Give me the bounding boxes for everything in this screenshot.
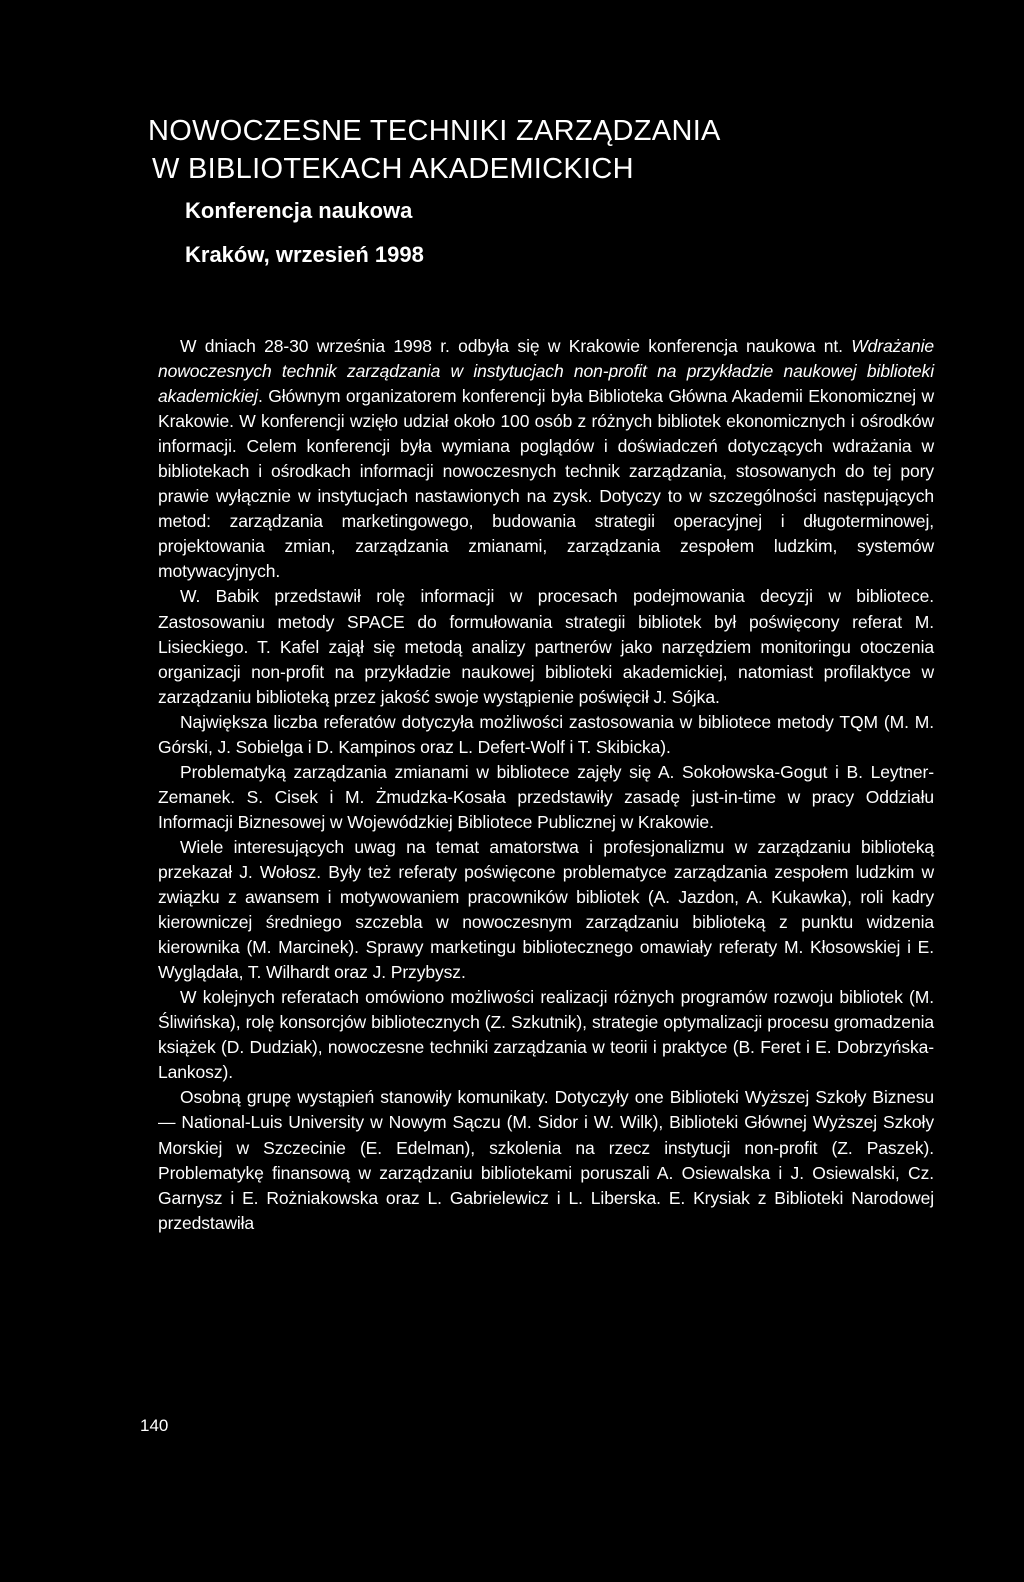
paragraph-7: Osobną grupę wystąpień stanowiły komunikaty. Dotyczyły one Biblioteki Wyższej Szkoły Biznesu — National-Luis University w Nowym Sączu (M. Sidor i W. Wilk), Biblioteki Głównej Wyższej Szkoły Morskiej w Szczecinie (E. Edelman), szkolenia na rzecz instytucji non-profit (Z. Paszek). Problematykę finansową w zarządzaniu bibliotekami poruszali A. Osiewalska i J. Osiewalski, Cz. Garnysz i E. Rożniakowska oraz L. Gabrielewicz i L. Liberska. E. Krysiak z Biblioteki Narodowej przedstawiła xyxy=(158,1087,934,1233)
conference-topic: Wdrażanie nowoczesnych technik zarządzania w instytucjach non-profit na przykładzie naukowej biblioteki akademickiej xyxy=(158,336,934,407)
paragraph-4: Problematyką zarządzania zmianami w bibliotece zajęły się A. Sokołowska-Gogut i B. Leytner-Zemanek. S. Cisek i M. Żmudzka-Kosała przedstawiły zasadę just-in-time w pracy Oddziału Informacji Biznesowej w Wojewódzkiej Bibliotece Publicznej w Krakowie. xyxy=(158,761,934,832)
conference-subtitle: Konferencja naukowa xyxy=(185,198,413,223)
paragraph-6: W kolejnych referatach omówiono możliwości realizacji różnych programów rozwoju bibliotek (M. Śliwińska), rolę konsorcjów bibliotecznych (Z. Szkutnik), strategie optymalizacji procesu gromadzenia książek (D. Dudziak), nowoczesne techniki zarządzania w teorii i praktyce (B. Feret i E. Dobrzyńska-Lankosz). xyxy=(158,987,934,1083)
title-line-2: W BIBLIOTEKACH AKADEMICKICH xyxy=(152,153,634,185)
paragraph-3: Największa liczba referatów dotyczyła możliwości zastosowania w bibliotece metody TQM (M. M. Górski, J. Sobielga i D. Kampinos oraz L. Defert-Wolf i T. Skibicka). xyxy=(158,711,934,757)
paragraph-2: W. Babik przedstawił rolę informacji w procesach podejmowania decyzji w bibliotece. Zastosowaniu metody SPACE do formułowania strategii bibliotek był poświęcony referat M. Lisieckiego. T. Kafel zajął się metodą analizy partnerów jako narzędziem monitoringu otoczenia organizacji non-profit na przykładzie naukowej biblioteki akademickiej, natomiast profilaktyce w zarządzaniu biblioteką przez jakość swoje wystąpienie poświęcił J. Sójka. xyxy=(158,586,934,707)
paragraph-1-intro: W dniach 28-30 września 1998 r. odbyła się w Krakowie konferencja naukowa nt. xyxy=(180,336,852,356)
conference-place-date: Kraków, wrzesień 1998 xyxy=(185,242,424,267)
article-body xyxy=(158,334,934,1236)
title-line-1: NOWOCZESNE TECHNIKI ZARZĄDZANIA xyxy=(148,115,721,147)
paragraph-1-rest: . Głównym organizatorem konferencji była Biblioteka Główna Akademii Ekonomicznej w Krakowie. W konferencji wzięło udział około 100 osób z różnych bibliotek ekonomicznych i ośrodków informacji. Celem konferencji była wymiana poglądów i doświadczeń dotyczących wdrażania w bibliotekach i ośrodkach informacji nowoczesnych technik zarządzania, stosowanych do tej pory prawie wyłącznie w instytucjach nastawionych na zysk. Dotyczy to w szczególności następujących metod: zarządzania marketingowego, budowania strategii operacyjnej i długoterminowej, projektowania zmian, zarządzania zmianami, zarządzania zespołem ludzkim, systemów motywacyjnych. xyxy=(158,386,934,582)
article-header xyxy=(148,112,908,270)
paragraph-1 xyxy=(158,334,934,584)
page-number: 140 xyxy=(140,1416,169,1435)
paragraph-5: Wiele interesujących uwag na temat amatorstwa i profesjonalizmu w zarządzaniu biblioteką przekazał J. Wołosz. Były też referaty poświęcone problematyce zarządzania zespołem ludzkim w związku z awansem i motywowaniem pracowników bibliotek (A. Jazdon, A. Kukawka), roli kadry kierowniczej średniego szczebla w nowoczesnym zarządzaniu biblioteką z punktu widzenia kierownika (M. Marcinek). Sprawy marketingu bibliotecznego omawiały referaty M. Kłosowskiej i E. Wyglądała, T. Wilhardt oraz J. Przybysz. xyxy=(158,836,934,983)
